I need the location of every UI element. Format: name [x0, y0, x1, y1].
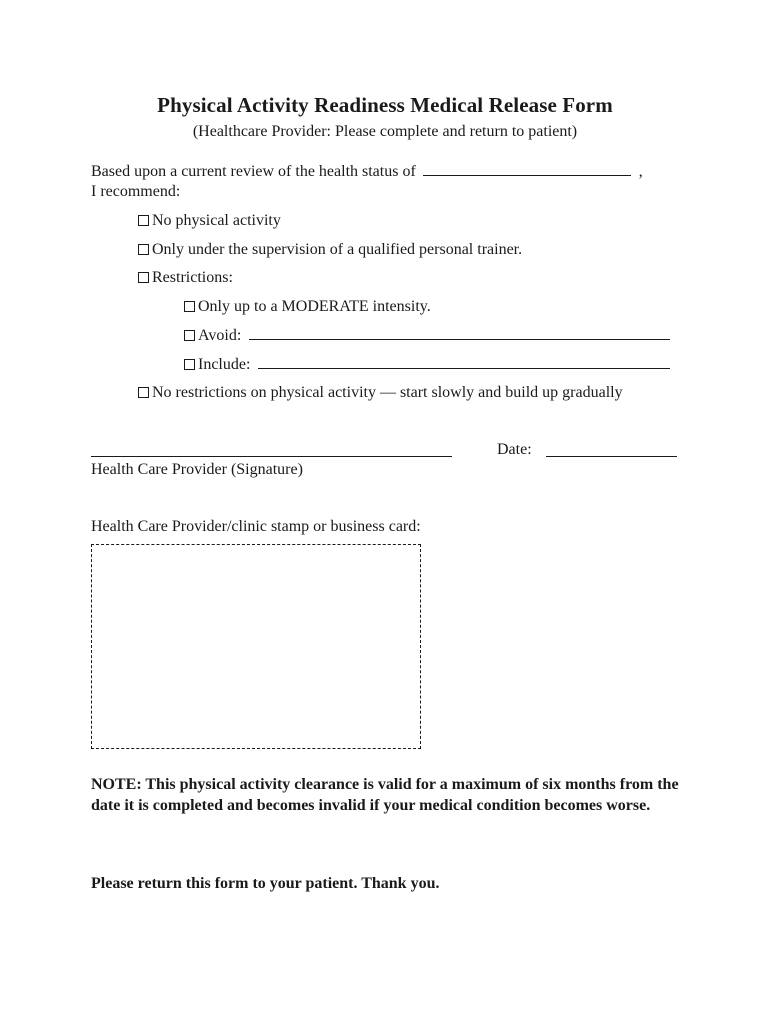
- date-label: Date:: [497, 441, 532, 458]
- intro-text: Based upon a current review of the health status of: [91, 163, 416, 180]
- signature-label: Health Care Provider (Signature): [91, 461, 303, 478]
- supervision-checkbox[interactable]: [138, 244, 149, 255]
- form-subtitle: (Healthcare Provider: Please complete and return to patient): [192, 123, 578, 140]
- date-field[interactable]: [546, 456, 677, 457]
- patient-name-field[interactable]: [423, 161, 631, 176]
- avoid-label: Avoid:: [198, 327, 242, 344]
- supervision-label: Only under the supervision of a qualified personal trainer.: [152, 241, 523, 258]
- include-label: Include:: [198, 356, 251, 373]
- validity-note: NOTE: This physical activity clearance is valid for a maximum of six months from the date it is completed and becomes invalid if your medical condition becomes worse.: [91, 776, 679, 814]
- include-checkbox[interactable]: [184, 359, 195, 370]
- option-no-activity: [138, 211, 281, 231]
- closing-text: Please return this form to your patient. Thank you.: [91, 875, 440, 892]
- no-restrictions-label: No restrictions on physical activity — start slowly and build up gradually: [152, 384, 623, 401]
- restrictions-label: Restrictions:: [152, 269, 233, 286]
- option-no-restrictions: [138, 383, 623, 403]
- restrictions-checkbox[interactable]: [138, 272, 149, 283]
- avoid-field[interactable]: [249, 325, 670, 340]
- avoid-checkbox[interactable]: [184, 330, 195, 341]
- form-title: Physical Activity Readiness Medical Release Form: [157, 93, 613, 117]
- intro-line: [91, 161, 643, 182]
- option-restrictions: [138, 268, 233, 288]
- option-supervision: [138, 240, 522, 260]
- recommend-text: I recommend:: [91, 183, 181, 200]
- option-avoid: [184, 325, 670, 346]
- option-include: [184, 354, 670, 375]
- stamp-box[interactable]: [91, 544, 421, 749]
- moderate-checkbox[interactable]: [184, 301, 195, 312]
- no-restrictions-checkbox[interactable]: [138, 387, 149, 398]
- option-moderate: [184, 297, 431, 317]
- moderate-label: Only up to a MODERATE intensity.: [198, 298, 431, 315]
- no-activity-checkbox[interactable]: [138, 215, 149, 226]
- intro-comma: ,: [638, 163, 643, 180]
- stamp-label: Health Care Provider/clinic stamp or business card:: [91, 518, 421, 535]
- include-field[interactable]: [258, 354, 670, 369]
- no-activity-label: No physical activity: [152, 212, 281, 229]
- signature-field[interactable]: [91, 456, 452, 457]
